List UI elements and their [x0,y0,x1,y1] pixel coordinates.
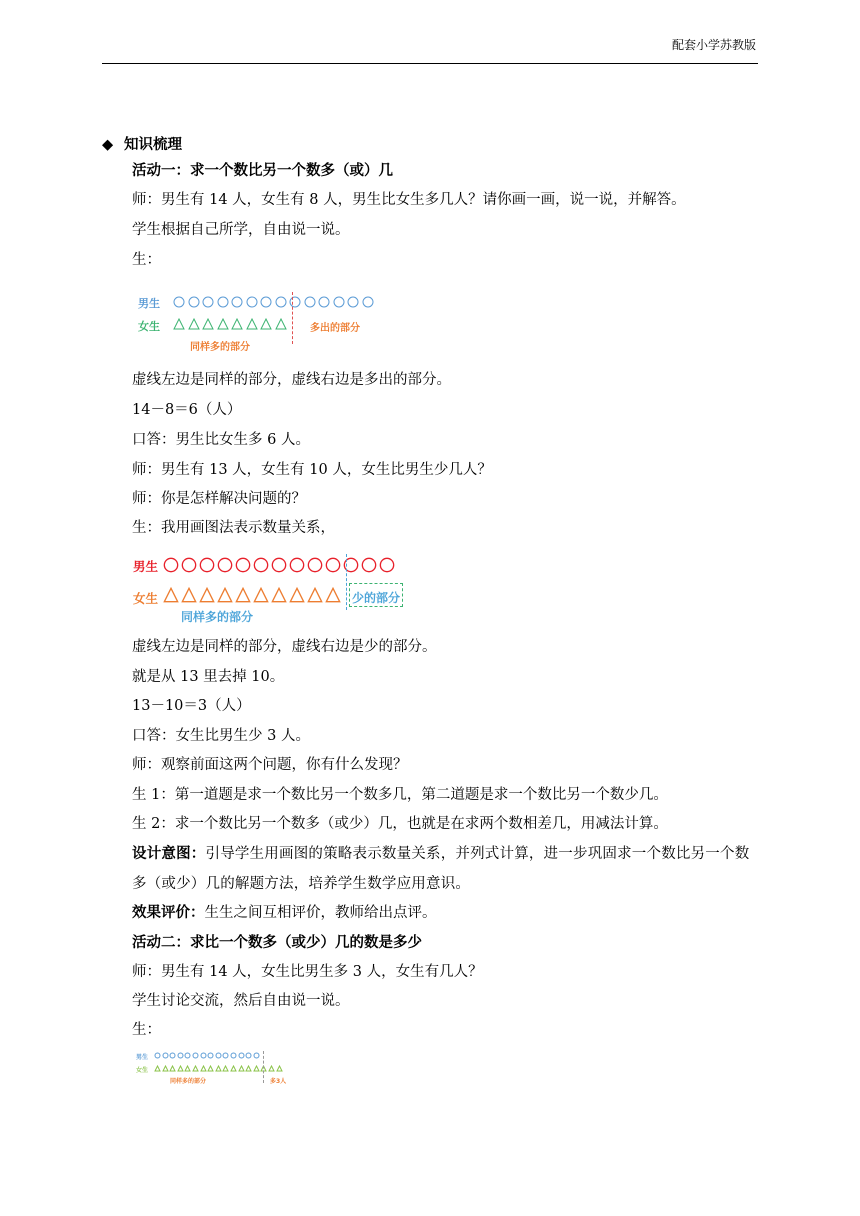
design-intent-label: 设计意图： [132,845,206,862]
circle-mark [289,296,301,308]
circle-mark [217,557,233,573]
circle-mark [260,296,272,308]
text-line: 师：男生有 13 人，女生有 10 人，女生比男生少几人？ [132,462,492,478]
circle-mark [215,1052,222,1059]
design-intent-text: 引导学生用画图的策略表示数量关系，并列式计算，进一步巩固求一个数比另一个数多（或少）几的解题方法，培养学生数学应用意识。 [132,846,750,892]
triangle-mark [253,1065,260,1072]
d3-same-label: 同样多的部分 [170,1078,207,1085]
triangle-mark [192,1065,199,1072]
triangle-mark [173,318,185,330]
text-line: 口答：男生比女生多 6 人。 [132,432,310,448]
text-line: 师：男生有 14 人，女生比男生多 3 人，女生有几人？ [132,964,483,980]
d2-less-label: 少的部分 [352,591,401,605]
text-line: 14－8＝6（人） [132,402,242,418]
evaluation-text: 生生之间互相评价，教师给出点评。 [204,905,437,921]
page-header: 配套小学苏教版 [671,38,756,52]
d1-girls-label: 女生 [138,320,160,333]
circle-mark [231,296,243,308]
circle-mark [177,1052,184,1059]
triangle-mark [245,1065,252,1072]
text-line: 虚线左边是同样的部分，虚线右边是少的部分。 [132,639,437,655]
circle-mark [173,296,185,308]
circle-mark [253,1052,260,1059]
text-line: 生 2：求一个数比另一个数多（或少）几，也就是在求两个数相差几，用减法计算。 [132,816,668,832]
text-line: 口答：女生比男生少 3 人。 [132,728,310,744]
activity2-title: 活动二：求比一个数多（或少）几的数是多少 [132,934,422,951]
evaluation-label: 效果评价： [132,904,205,921]
text-line: 生： [132,252,161,268]
diagram-boys-girls-less [133,554,413,626]
circle-mark [181,557,197,573]
circle-mark [202,296,214,308]
text-line: 师：观察前面这两个问题，你有什么发现？ [132,757,408,773]
triangle-mark [163,587,179,603]
d1-boys-circles [173,296,376,308]
d1-dashed-divider [292,292,293,344]
text-line: 虚线左边是同样的部分，虚线右边是多出的部分。 [132,372,451,388]
d1-more-label: 多出的部分 [310,323,360,334]
circle-mark [188,296,200,308]
d2-dashed-divider [346,554,347,610]
d3-dashed-divider [263,1051,264,1083]
circle-mark [207,1052,214,1059]
triangle-mark [202,318,214,330]
triangle-mark [246,318,258,330]
text-line: 13－10＝3（人） [132,698,251,714]
circle-mark [304,296,316,308]
d1-girls-triangles [173,318,289,330]
evaluation-line [132,903,437,923]
text-line: 师：你是怎样解决问题的？ [132,491,306,507]
d3-more-label: 多3人 [270,1078,287,1085]
d2-boys-circles [163,557,397,573]
circle-mark [200,1052,207,1059]
triangle-mark [235,587,251,603]
triangle-mark [289,587,305,603]
triangle-mark [181,587,197,603]
triangle-mark [275,318,287,330]
triangle-mark [207,1065,214,1072]
text-line: 学生讨论交流，然后自由说一说。 [132,993,350,1009]
circle-mark [184,1052,191,1059]
diagram-boys-girls-more [138,292,398,354]
diagram-boys-girls-more-3 [136,1051,306,1087]
circle-mark [307,557,323,573]
triangle-mark [215,1065,222,1072]
circle-mark [222,1052,229,1059]
activity1-title: 活动一：求一个数比另一个数多（或）几 [132,162,393,179]
d2-girls-triangles [163,587,343,603]
d1-same-label: 同样多的部分 [190,342,250,353]
triangle-mark [200,1065,207,1072]
circle-mark [253,557,269,573]
triangle-mark [217,318,229,330]
diamond-bullet-icon: ◆ [102,136,114,153]
circle-mark [361,557,377,573]
circle-mark [275,296,287,308]
d2-boys-label: 男生 [133,559,159,574]
triangle-mark [217,587,233,603]
triangle-mark [230,1065,237,1072]
triangle-mark [268,1065,275,1072]
triangle-mark [162,1065,169,1072]
circle-mark [271,557,287,573]
circle-mark [238,1052,245,1059]
text-line: 就是从 13 里去掉 10。 [132,669,285,685]
text-line: 生 1：第一道题是求一个数比另一个数多几，第二道题是求一个数比另一个数少几。 [132,787,668,803]
circle-mark [347,296,359,308]
triangle-mark [271,587,287,603]
triangle-mark [184,1065,191,1072]
circle-mark [230,1052,237,1059]
triangle-mark [325,587,341,603]
triangle-mark [169,1065,176,1072]
d3-girls-label: 女生 [136,1067,149,1074]
circle-mark [325,557,341,573]
triangle-mark [260,318,272,330]
circle-mark [199,557,215,573]
triangle-mark [253,587,269,603]
triangle-mark [199,587,215,603]
triangle-mark [188,318,200,330]
triangle-mark [154,1065,161,1072]
triangle-mark [307,587,323,603]
circle-mark [362,296,374,308]
circle-mark [162,1052,169,1059]
circle-mark [379,557,395,573]
d3-boys-circles [154,1052,260,1059]
triangle-mark [177,1065,184,1072]
d2-same-label: 同样多的部分 [181,610,254,624]
circle-mark [246,296,258,308]
circle-mark [333,296,345,308]
section-title-text: 知识梳理 [124,136,182,153]
circle-mark [289,557,305,573]
section-title [102,133,182,154]
text-line: 生：我用画图法表示数量关系， [132,520,335,536]
triangle-mark [222,1065,229,1072]
circle-mark [318,296,330,308]
triangle-mark [238,1065,245,1072]
circle-mark [163,557,179,573]
circle-mark [154,1052,161,1059]
text-line: 学生根据自己所学，自由说一说。 [132,222,350,238]
header-rule [102,63,758,64]
triangle-mark [231,318,243,330]
d3-boys-label: 男生 [136,1054,149,1061]
d2-girls-label: 女生 [133,591,159,606]
circle-mark [235,557,251,573]
circle-mark [169,1052,176,1059]
text-line: 生： [132,1022,161,1038]
text-line: 师：男生有 14 人，女生有 8 人，男生比女生多几人？请你画一画，说一说，并解答。 [132,192,686,208]
design-intent-paragraph [102,839,760,899]
triangle-mark [276,1065,283,1072]
circle-mark [192,1052,199,1059]
circle-mark [245,1052,252,1059]
d1-boys-label: 男生 [138,297,160,310]
circle-mark [217,296,229,308]
